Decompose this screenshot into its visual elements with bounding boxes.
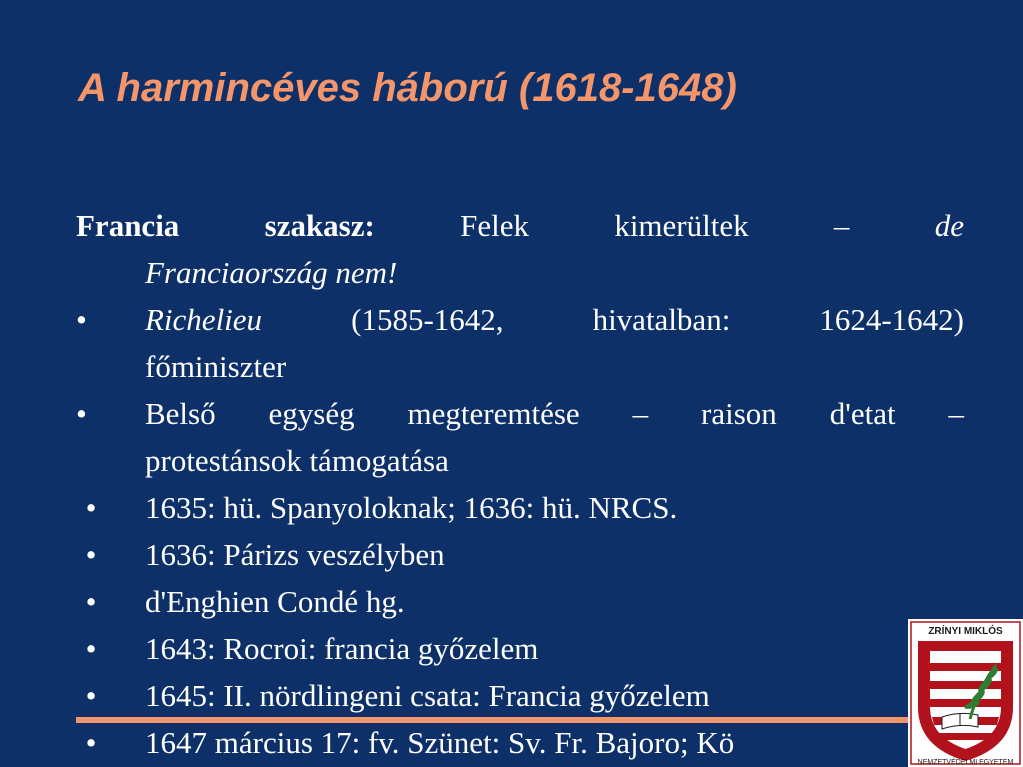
bullet-glyph: • [85,725,97,760]
list-item [76,296,964,343]
bullet-glyph: • [85,678,97,713]
list-item [76,390,964,437]
intro-label: Francia szakasz: [76,208,375,243]
intro-italic-france: Franciaország nem! [145,255,398,290]
list-item-continuation [76,437,964,484]
list-item-continuation [76,343,964,390]
list-item [76,719,964,766]
logo-ring-text: NEMZETVÉDELMI EGYETEM [917,759,1014,766]
bullet-glyph: • [85,490,97,525]
item-text: d'Enghien Condé hg. [145,584,405,619]
item-text: 1647 március 17: fv. Szünet: Sv. Fr. Bajoro; Kö [145,725,735,760]
bullet-glyph: • [85,537,97,572]
item-italic: Richelieu [145,302,263,337]
bullet-glyph: • [76,302,87,337]
intro-continuation [76,249,964,296]
item-text: 1636: Párizs veszélyben [145,537,445,572]
item-text-cont: protestánsok támogatása [145,443,449,478]
list-item [76,578,964,625]
list-item [76,625,964,672]
slide-body [76,202,964,766]
list-item [76,531,964,578]
intro-text: Felek kimerültek – [460,208,935,243]
orange-divider-line [76,717,913,723]
bullet-glyph: • [76,396,87,431]
item-text: 1645: II. nördlingeni csata: Francia győzelem [145,678,710,713]
item-text: 1643: Rocroi: francia győzelem [145,631,539,666]
item-text: 1635: hü. Spanyoloknak; 1636: hü. NRCS. [145,490,678,525]
list-item [76,672,964,719]
list-item [76,484,964,531]
item-text: Belső egység megteremtése – raison d'etat – [145,396,964,431]
item-text-cont: főminiszter [145,349,287,384]
slide-title: A harmincéves háború (1618-1648) [78,66,737,110]
bullet-glyph: • [85,631,97,666]
intro-italic-de: de [934,208,964,243]
bullet-glyph: • [85,584,97,619]
logo-top-text: ZRÍNYI MIKLÓS [928,626,1003,637]
item-text: (1585-1642, hivatalban: 1624-1642) [351,302,965,337]
university-crest-logo [908,619,1023,767]
intro-paragraph [76,202,964,249]
